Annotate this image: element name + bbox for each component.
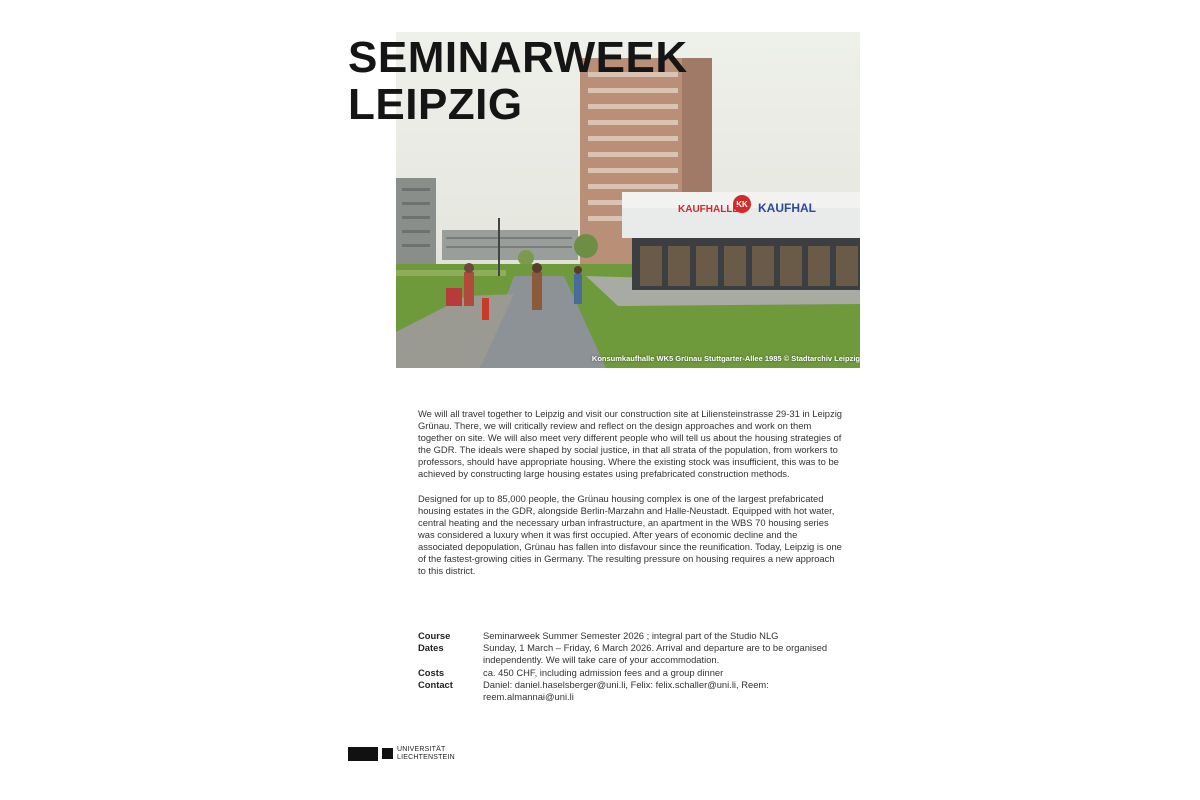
info-row-contact <box>418 679 858 703</box>
paragraph-intro: We will all travel together to Leipzig and visit our construction site at Liliensteinstrasse 29-31 in Leipzig Grünau. There, we will critically review and reflect on the design approaches and work on them together on site. We will also meet very different people who will tell us about the housing strategies of the GDR. The ideals were shaped by social justice, in that all strata of the population, from workers to professors, should have appropriate housing. Where the existing stock was insufficient, this was to be achieved by constructing large housing estates using prefabricated construction methods. <box>418 408 843 480</box>
info-row-course <box>418 630 858 642</box>
paragraph-grunau: Designed for up to 85,000 people, the Grünau housing complex is one of the largest prefabricated housing estates in the GDR, alongside Berlin-Marzahn and Halle-Neustadt. Equipped with hot water, central heating and the necessary urban infrastructure, an apartment in the WBS 70 housing series was considered a luxury when it was first occupied. After years of economic decline and the associated depopulation, Grünau has fallen into disfavour since the reunification. Today, Leipzig is one of the fastest-growing cities in Germany. The resulting pressure on housing requires a new approach to this district. <box>418 492 842 577</box>
costs-label: Costs <box>418 666 445 678</box>
dates-label: Dates <box>418 642 444 654</box>
logo-block-large <box>348 747 378 761</box>
distant-block <box>442 230 578 260</box>
logo-line-1: UNIVERSITÄT <box>397 746 446 753</box>
logo-line-2: LIECHTENSTEIN <box>397 753 455 761</box>
photo-caption: Konsumkaufhalle WK5 Grünau Stuttgarter-Allee 1985 © Stadtarchiv Leipzig <box>591 354 860 363</box>
logo-wordmark <box>397 746 455 761</box>
dates-value: Sunday, 1 March – Friday, 6 March 2026. Arrival and departure are to be organised independently. We will take care of your accommodation. <box>483 642 828 666</box>
university-logo <box>348 746 455 761</box>
course-info <box>418 630 858 703</box>
costs-value: ca. 450 CHF, including admission fees and a group dinner <box>483 666 724 678</box>
course-label: Course <box>418 630 451 641</box>
course-value: Seminarweek Summer Semester 2026 ; integral part of the Studio NLG <box>483 630 779 641</box>
title-line-1: SEMINARWEEK <box>348 33 688 82</box>
logo-block-small <box>382 748 393 759</box>
info-row-dates <box>418 642 858 666</box>
lamp-post <box>498 218 500 276</box>
info-row-costs <box>418 667 858 679</box>
body-text <box>418 408 842 589</box>
tree <box>518 250 534 266</box>
contact-value: Daniel: daniel.haselsberger@uni.li, Felix: felix.schaller@uni.li, Reem: reem.almannai@uni.li <box>483 678 769 703</box>
kaufhalle-sign-left: KAUFHALLE <box>678 204 740 215</box>
tree <box>574 234 598 258</box>
title-line-2: LEIPZIG <box>348 80 523 129</box>
kaufhalle-sign-right: KAUFHAL <box>758 201 816 215</box>
kk-logo-text: KK <box>736 200 748 209</box>
contact-label: Contact <box>418 678 453 690</box>
page-title <box>348 34 688 128</box>
